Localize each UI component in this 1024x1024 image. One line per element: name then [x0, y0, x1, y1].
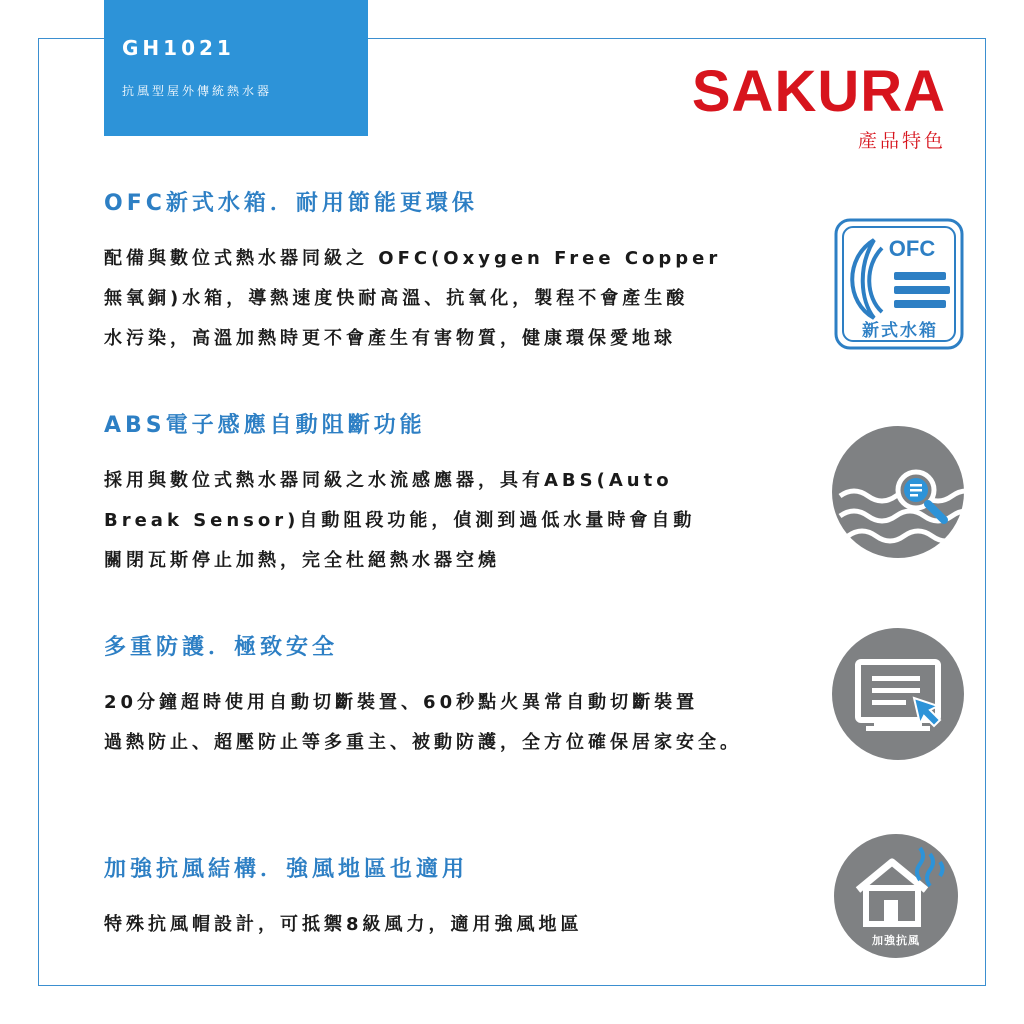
section-text-line: 過熱防止、超壓防止等多重主、被動防護，全方位確保居家安全。	[104, 732, 742, 753]
model-number: GH1021	[122, 36, 235, 60]
water-sensor-icon	[830, 424, 966, 560]
product-subtitle: 抗風型屋外傳統熱水器	[122, 84, 273, 98]
sakura-logo: SAKURA	[691, 59, 946, 124]
section-title: OFC新式水箱．耐用節能更環保	[104, 191, 478, 216]
ofc-icon-caption: 新式水箱	[862, 321, 938, 341]
section-wind	[104, 852, 804, 945]
section-abs	[104, 408, 804, 581]
ofc-tank-icon	[834, 218, 964, 350]
brand-block	[692, 60, 946, 153]
monitor-protection-icon	[830, 626, 966, 762]
wind-resistant-house-icon	[832, 832, 964, 960]
section-text-line: 無氧銅)水箱，導熱速度快耐高溫、抗氧化，製程不會產生酸	[104, 288, 689, 309]
wind-icon-label: 加強抗風	[872, 934, 920, 947]
section-title: 多重防護．極致安全	[104, 635, 339, 660]
section-title: ABS電子感應自動阻斷功能	[104, 413, 426, 438]
ofc-icon-label: OFC	[888, 236, 936, 261]
model-tab	[104, 0, 368, 136]
section-text-line: 水污染，高溫加熱時更不會產生有害物質，健康環保愛地球	[104, 328, 676, 349]
section-text-line: 特殊抗風帽設計，可抵禦8級風力，適用強風地區	[104, 914, 583, 935]
section-text-line: Break Sensor)自動阻段功能，偵測到過低水量時會自動	[104, 510, 696, 531]
section-title: 加強抗風結構．強風地區也適用	[104, 857, 469, 882]
section-ofc	[104, 186, 804, 359]
feature-tag: 產品特色	[857, 130, 946, 152]
section-text-line: 關閉瓦斯停止加熱，完全杜絕熱水器空燒	[104, 550, 500, 571]
section-text-line: 20分鐘超時使用自動切斷裝置、60秒點火異常自動切斷裝置	[104, 692, 699, 713]
section-safety	[104, 630, 844, 763]
section-text-line: 採用與數位式熱水器同級之水流感應器，具有ABS(Auto	[104, 470, 673, 491]
section-text-line: 配備與數位式熱水器同級之 OFC(Oxygen Free Copper	[104, 248, 722, 269]
